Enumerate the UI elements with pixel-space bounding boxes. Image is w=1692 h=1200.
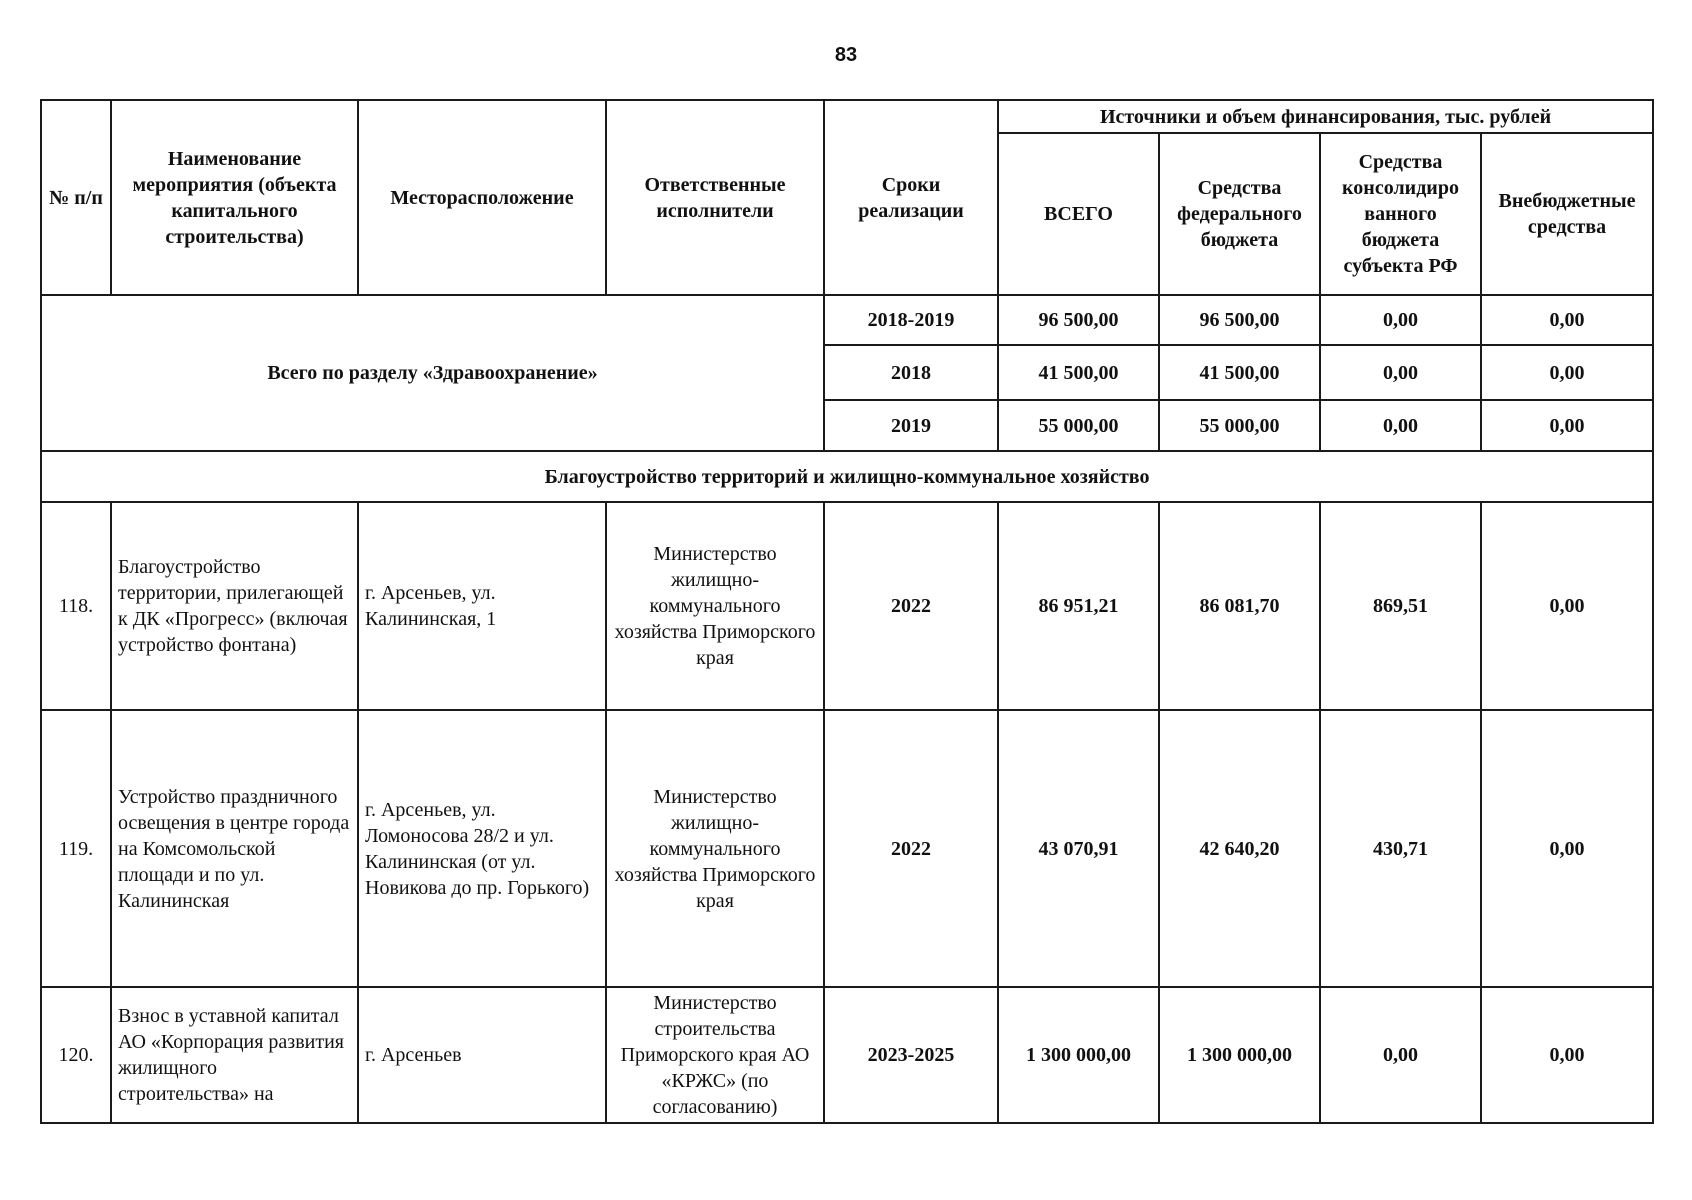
health-term: 2018 — [824, 345, 998, 400]
item-responsible: Министерство жилищно-коммунального хозяйства Приморского края — [606, 710, 824, 987]
item-consolidated: 430,71 — [1320, 710, 1481, 987]
item-federal: 86 081,70 — [1159, 502, 1320, 710]
header-terms: Сроки реализации — [824, 100, 998, 295]
item-number: 120. — [41, 987, 111, 1123]
header-funding-group: Источники и объем финансирования, тыс. рублей — [998, 100, 1653, 133]
health-extra: 0,00 — [1481, 400, 1653, 451]
health-federal: 41 500,00 — [1159, 345, 1320, 400]
item-federal: 42 640,20 — [1159, 710, 1320, 987]
header-no: № п/п — [41, 100, 111, 295]
item-location: г. Арсеньев, ул. Ломоносова 28/2 и ул. Калининская (от ул. Новикова до пр. Горького) — [358, 710, 606, 987]
item-name: Взнос в уставной капитал АО «Корпорация развития жилищного строительства» на — [111, 987, 358, 1123]
item-total: 86 951,21 — [998, 502, 1159, 710]
page-number: 83 — [834, 44, 858, 66]
item-extra: 0,00 — [1481, 987, 1653, 1123]
header-name: Наименование мероприятия (объекта капитального строительства) — [111, 100, 358, 295]
item-term: 2022 — [824, 502, 998, 710]
item-location: г. Арсеньев — [358, 987, 606, 1123]
header-responsible: Ответственные исполнители — [606, 100, 824, 295]
header-total: ВСЕГО — [998, 133, 1159, 295]
item-name: Благоустройство территории, прилегающей к ДК «Прогресс» (включая устройство фонтана) — [111, 502, 358, 710]
health-federal: 96 500,00 — [1159, 295, 1320, 345]
item-responsible: Министерство строительства Приморского края АО «КРЖС» (по согласованию) — [606, 987, 824, 1123]
item-consolidated: 869,51 — [1320, 502, 1481, 710]
health-total-row — [41, 295, 1653, 345]
health-consolidated: 0,00 — [1320, 295, 1481, 345]
table-row — [41, 502, 1653, 710]
header-federal: Средства федерального бюджета — [1159, 133, 1320, 295]
item-extra: 0,00 — [1481, 502, 1653, 710]
health-federal: 55 000,00 — [1159, 400, 1320, 451]
health-term: 2019 — [824, 400, 998, 451]
section-title: Благоустройство территорий и жилищно-коммунальное хозяйство — [41, 451, 1653, 502]
health-total: 96 500,00 — [998, 295, 1159, 345]
header-extra: Внебюджетные средства — [1481, 133, 1653, 295]
item-total: 1 300 000,00 — [998, 987, 1159, 1123]
health-consolidated: 0,00 — [1320, 345, 1481, 400]
health-term: 2018-2019 — [824, 295, 998, 345]
item-federal: 1 300 000,00 — [1159, 987, 1320, 1123]
item-consolidated: 0,00 — [1320, 987, 1481, 1123]
item-number: 119. — [41, 710, 111, 987]
funding-table — [40, 99, 1654, 1124]
health-total: 55 000,00 — [998, 400, 1159, 451]
item-number: 118. — [41, 502, 111, 710]
header-consolidated: Средства консолидиро ванного бюджета субъекта РФ — [1320, 133, 1481, 295]
table-row — [41, 987, 1653, 1123]
health-extra: 0,00 — [1481, 345, 1653, 400]
item-term: 2023-2025 — [824, 987, 998, 1123]
health-total: 41 500,00 — [998, 345, 1159, 400]
health-total-label: Всего по разделу «Здравоохранение» — [41, 295, 824, 451]
item-term: 2022 — [824, 710, 998, 987]
table-row — [41, 710, 1653, 987]
item-extra: 0,00 — [1481, 710, 1653, 987]
item-total: 43 070,91 — [998, 710, 1159, 987]
item-name: Устройство праздничного освещения в центре города на Комсомольской площади и по ул. Калининская — [111, 710, 358, 987]
item-responsible: Министерство жилищно-коммунального хозяйства Приморского края — [606, 502, 824, 710]
header-location: Месторасположение — [358, 100, 606, 295]
health-extra: 0,00 — [1481, 295, 1653, 345]
health-consolidated: 0,00 — [1320, 400, 1481, 451]
item-location: г. Арсеньев, ул. Калининская, 1 — [358, 502, 606, 710]
